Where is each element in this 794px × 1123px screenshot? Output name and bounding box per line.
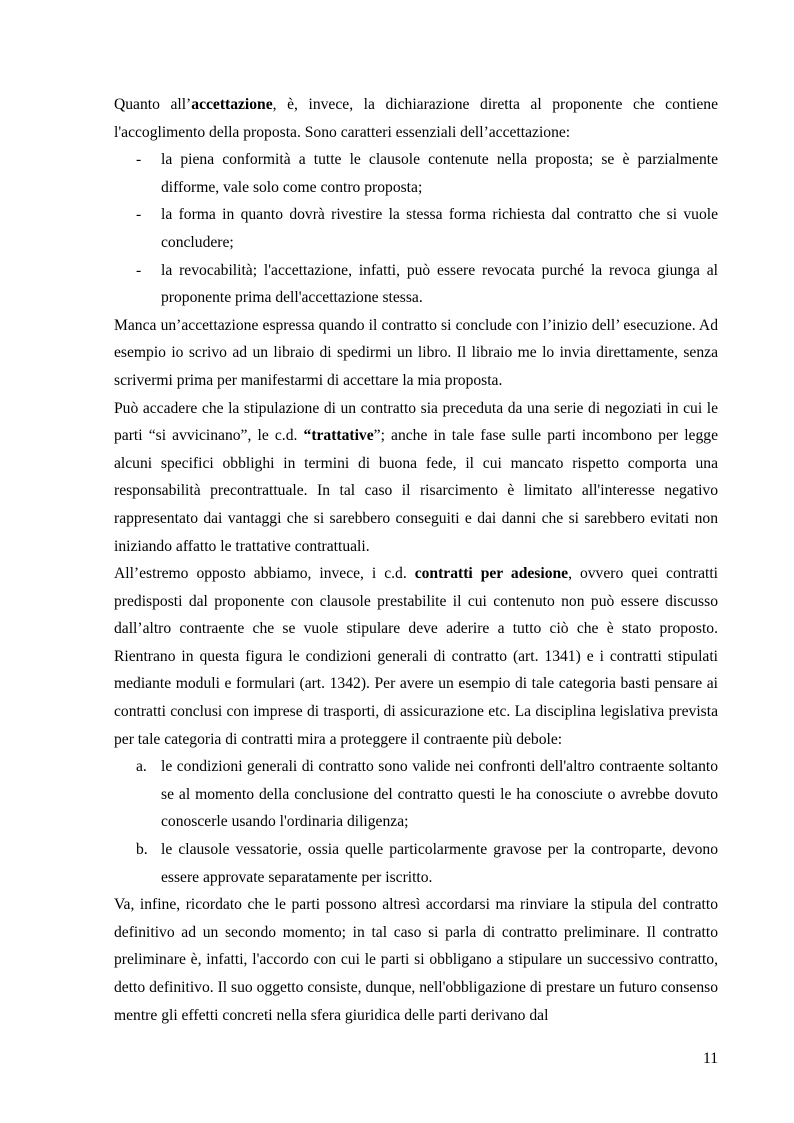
letter-list	[114, 753, 718, 891]
term-contratti-adesione: contratti per adesione	[414, 565, 569, 583]
term-trattative: “trattative	[303, 427, 374, 445]
paragraph-trattative: Può accadere che la stipulazione di un contratto sia preceduta da una serie di negoziati in cui le parti “si avvicinano”, le c.d. “trattative”; anche in tale fase sulle parti incombono per legge alcuni specifici obblighi in termini di buona fede, il cui mancato rispetto comporta una responsabilità precontrattuale. In tal caso il risarcimento è limitato all'interesse negativo rappresentato dai vantaggi che si sarebbero conseguiti e dai danni che si sarebbero evitati non iniziando affatto le trattative contrattuali.	[114, 399, 718, 555]
list-item: b. le clausole vessatorie, ossia quelle particolarmente gravose per la controparte, devono essere approvate separatamente per iscritto.	[136, 841, 718, 886]
paragraph-accettazione-tacita: Manca un’accettazione espressa quando il contratto si conclude con l’inizio dell’ esecuzione. Ad esempio io scrivo ad un libraio di spedirmi un libro. Il libraio me lo invia direttamente, senza scrivermi prima per manifestarmi di accettare la mia proposta.	[114, 316, 718, 389]
dash-list	[114, 146, 718, 312]
term-accettazione: accettazione	[191, 96, 273, 113]
list-item: - la revocabilità; l'accettazione, infatti, può essere revocata purché la revoca giunga al proponente prima dell'accettazione stessa.	[136, 261, 718, 307]
paragraph-contratti-adesione: All’estremo opposto abbiamo, invece, i c.d. contratti per adesione, ovvero quei contratti predisposti dal proponente con clausole prestabilite il cui contenuto non può essere discusso dall’altro contraente che se vuole stipulare deve aderire a tutto ciò che è stato proposto. Rientrano in questa figura le condizioni generali di contratto (art. 1341) e i contratti stipulati mediante moduli e formulari (art. 1342). Per avere un esempio di tale categoria basti pensare ai contratti conclusi con imprese di trasporti, di assicurazione etc. La disciplina legislativa prevista per tale categoria di contratti mira a proteggere il contraente più debole:	[114, 565, 719, 748]
paragraph-accettazione: Quanto all’accettazione, è, invece, la dichiarazione diretta al proponente che contiene l'accoglimento della proposta. Sono caratteri essenziali dell’accettazione:	[114, 96, 718, 141]
paragraph-preliminare: Va, infine, ricordato che le parti possono altresì accordarsi ma rinviare la stipula del contratto definitivo ad un secondo momento; in tal caso si parla di contratto preliminare. Il contratto preliminare è, infatti, l'accordo con cui le parti si obbligano a stipulare un successivo contratto, detto definitivo. Il suo oggetto consiste, dunque, nell'obbligazione di prestare un futuro consenso mentre gli effetti concreti nella sfera giuridica delle parti derivano dal	[114, 896, 718, 1024]
list-item: - la forma in quanto dovrà rivestire la stessa forma richiesta dal contratto che si vuole concludere;	[136, 206, 718, 251]
list-item: - la piena conformità a tutte le clausole contenute nella proposta; se è parzialmente difforme, vale solo come contro proposta;	[136, 151, 718, 196]
body-text	[114, 91, 718, 1029]
list-item: a. le condizioni generali di contratto sono valide nei confronti dell'altro contraente soltanto se al momento della conclusione del contratto questi le ha conosciute o avrebbe dovuto conoscerle usando l'ordinaria diligenza;	[136, 758, 718, 831]
page-number: 11	[702, 1050, 718, 1067]
